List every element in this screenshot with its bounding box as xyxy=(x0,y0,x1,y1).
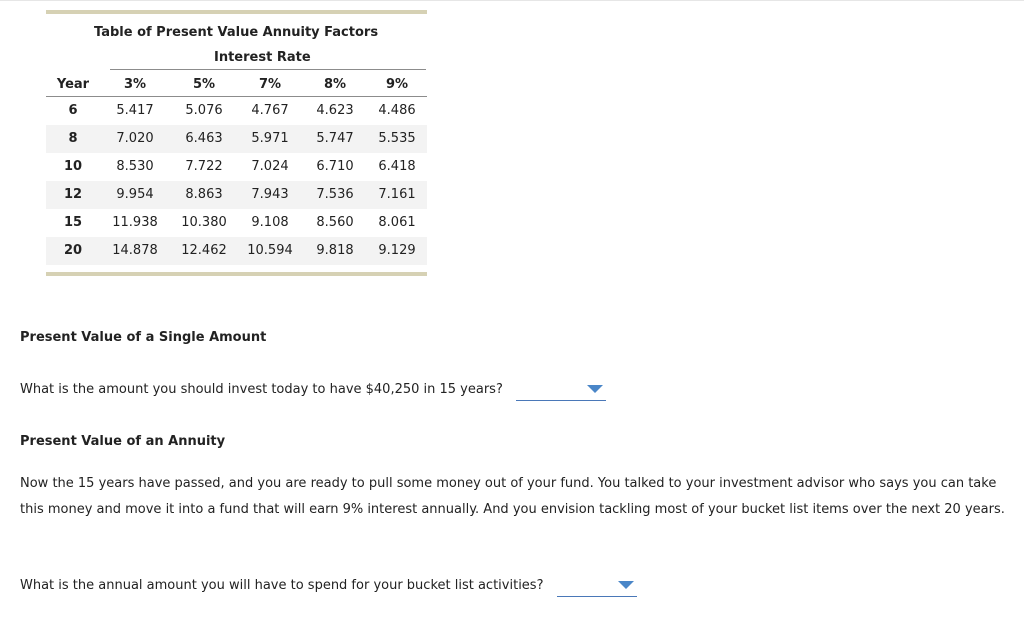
table-row xyxy=(46,125,427,153)
table-cell: 7.536 xyxy=(316,187,354,202)
column-header-9pct: 9% xyxy=(385,77,409,92)
annuity-answer-dropdown[interactable] xyxy=(557,576,637,597)
table-header-row xyxy=(46,74,427,96)
caret-down-icon xyxy=(618,581,634,589)
table-cell: 14.878 xyxy=(112,243,158,258)
table-row xyxy=(46,181,427,209)
table-row xyxy=(46,237,427,265)
table-cell: 11.938 xyxy=(112,215,158,230)
table-cell: 8.061 xyxy=(378,215,416,230)
table-cell: 10.380 xyxy=(181,215,227,230)
row-year: 8 xyxy=(68,131,78,146)
table-cell: 7.722 xyxy=(185,159,223,174)
single-amount-answer-dropdown[interactable] xyxy=(516,380,606,401)
table-subtitle: Interest Rate xyxy=(214,50,311,65)
table-cell: 8.530 xyxy=(116,159,154,174)
table-cell: 4.767 xyxy=(251,103,289,118)
table-row xyxy=(46,209,427,237)
row-year: 12 xyxy=(63,187,83,202)
table-cell: 8.560 xyxy=(316,215,354,230)
annuity-question: What is the annual amount you will have to spend for your bucket list activities? xyxy=(20,578,544,593)
table-cell: 5.535 xyxy=(378,131,416,146)
top-divider xyxy=(0,0,1024,1)
table-title: Table of Present Value Annuity Factors xyxy=(94,25,379,40)
table-cell: 9.954 xyxy=(116,187,154,202)
table-row xyxy=(46,97,427,125)
row-year: 10 xyxy=(63,159,83,174)
caret-down-icon xyxy=(587,385,603,393)
annuity-heading: Present Value of an Annuity xyxy=(20,434,226,449)
table-cell: 7.161 xyxy=(378,187,416,202)
annuity-factor-table xyxy=(46,10,427,258)
table-cell: 5.417 xyxy=(116,103,154,118)
column-header-3pct: 3% xyxy=(123,77,147,92)
subtitle-underline xyxy=(110,69,426,70)
table-cell: 7.943 xyxy=(251,187,289,202)
table-cell: 7.024 xyxy=(251,159,289,174)
table-cell: 8.863 xyxy=(185,187,223,202)
column-header-year: Year xyxy=(56,77,90,92)
table-cell: 6.463 xyxy=(185,131,223,146)
row-year: 6 xyxy=(68,103,78,118)
annuity-paragraph: Now the 15 years have passed, and you are ready to pull some money out of your fund. You talked to your investment advisor who says you can take this money and move it into a fund that will earn 9% interest annually. And you envision tackling most of your bucket list items over the next 20 years. xyxy=(20,476,1005,517)
table-cell: 12.462 xyxy=(181,243,227,258)
table-cell: 9.818 xyxy=(316,243,354,258)
row-year: 15 xyxy=(63,215,83,230)
table-cell: 5.076 xyxy=(185,103,223,118)
table-cell: 9.108 xyxy=(251,215,289,230)
table-row xyxy=(46,153,427,181)
table-cell: 9.129 xyxy=(378,243,416,258)
single-amount-question: What is the amount you should invest today to have $40,250 in 15 years? xyxy=(20,382,503,397)
row-year: 20 xyxy=(63,243,83,258)
table-cell: 7.020 xyxy=(116,131,154,146)
table-cell: 5.971 xyxy=(251,131,289,146)
column-header-7pct: 7% xyxy=(258,77,282,92)
table-cell: 6.418 xyxy=(378,159,416,174)
table-cell: 4.486 xyxy=(378,103,416,118)
table-top-bar xyxy=(46,10,427,14)
table-cell: 4.623 xyxy=(316,103,354,118)
table-cell: 10.594 xyxy=(247,243,293,258)
column-header-5pct: 5% xyxy=(192,77,216,92)
table-cell: 6.710 xyxy=(316,159,354,174)
table-bottom-bar xyxy=(46,272,427,276)
single-amount-heading: Present Value of a Single Amount xyxy=(20,330,267,345)
table-cell: 5.747 xyxy=(316,131,354,146)
column-header-8pct: 8% xyxy=(323,77,347,92)
